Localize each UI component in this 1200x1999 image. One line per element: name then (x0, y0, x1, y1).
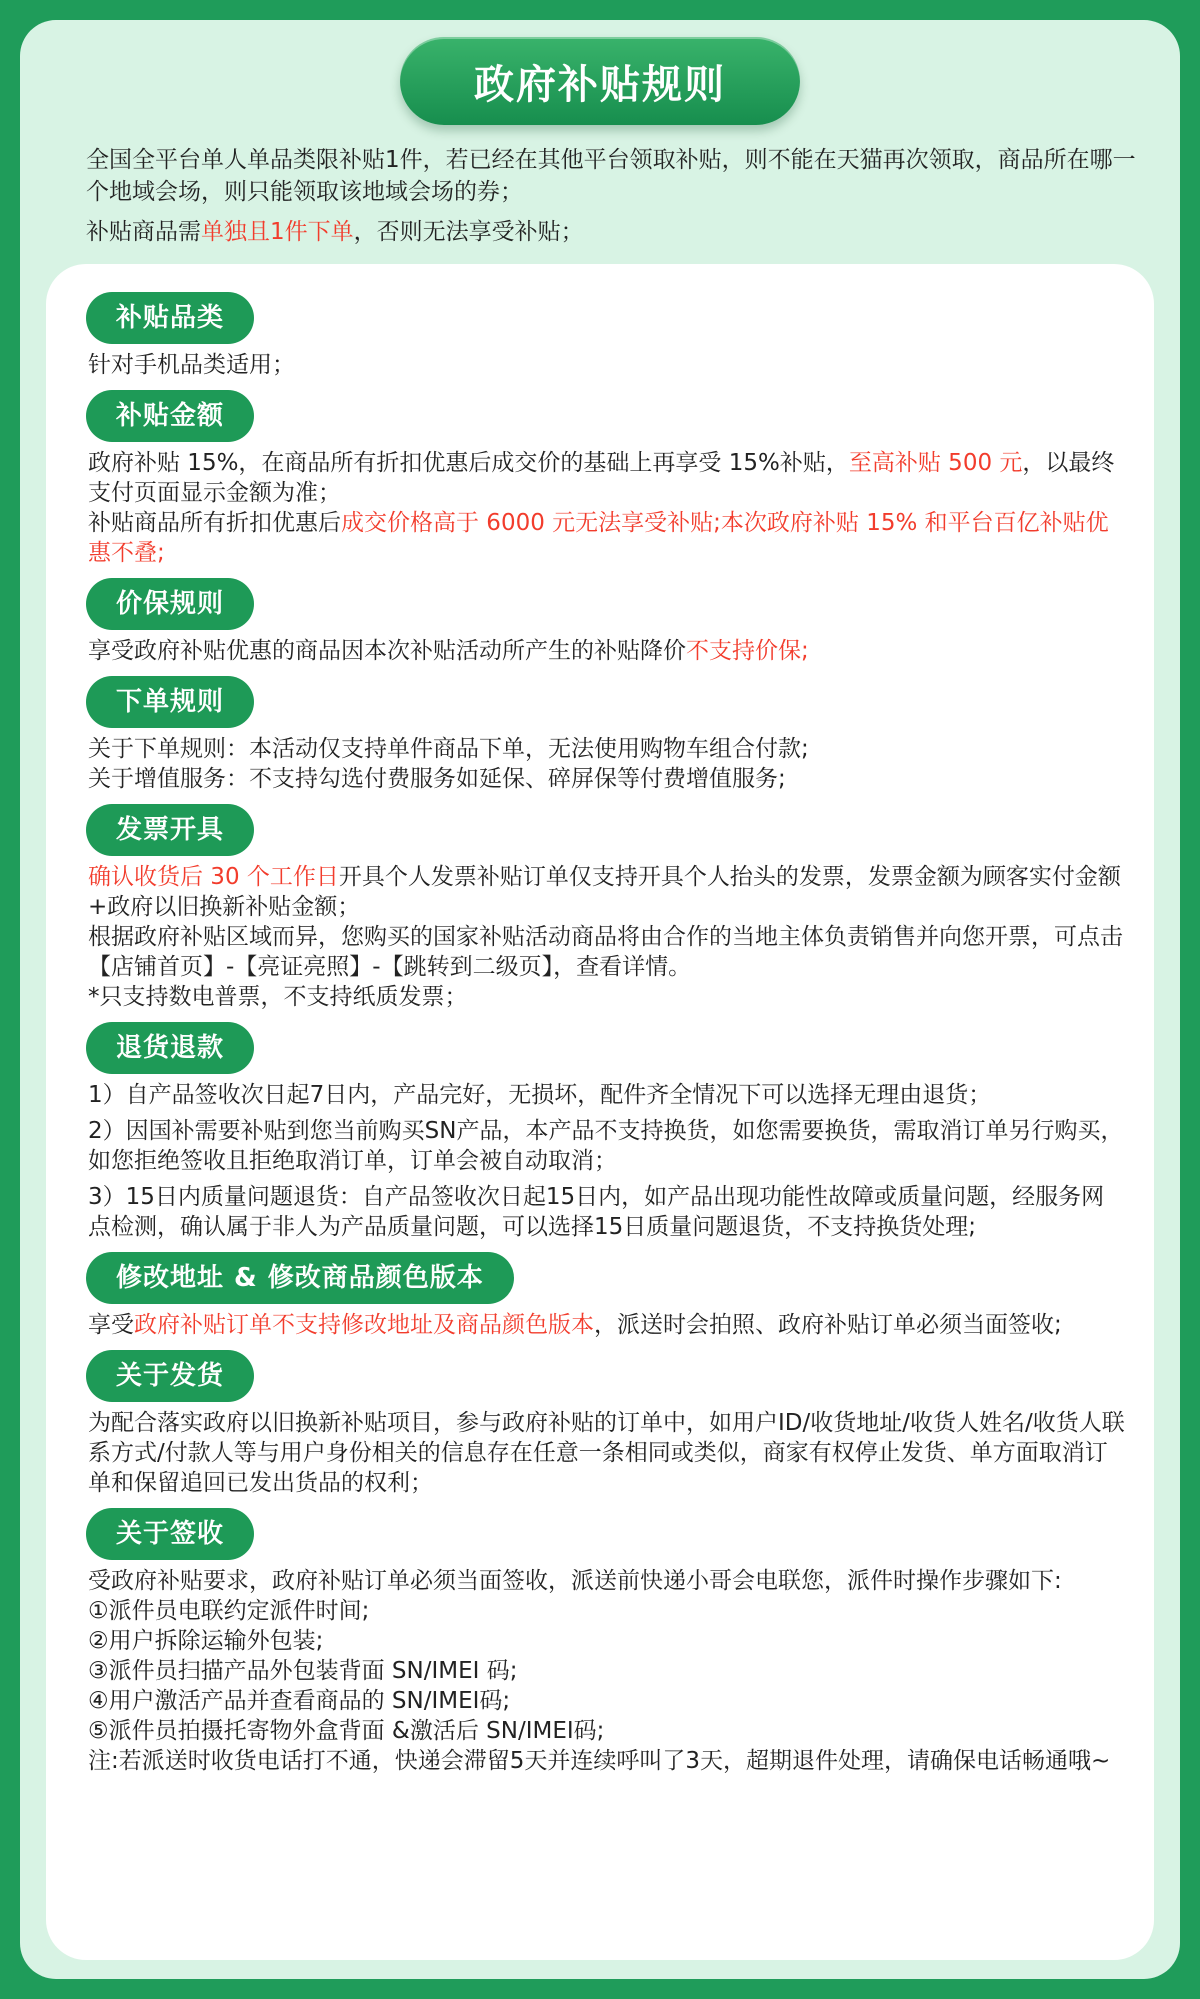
section-title-amount: 补贴金额 (86, 390, 254, 442)
section-title-category: 补贴品类 (86, 292, 254, 344)
intro-line-1: 全国全平台单人单品类限补贴1件，若已经在其他平台领取补贴，则不能在天猫再次领取，商品所在哪一个地域会场，则只能领取该地域会场的券； (86, 147, 1136, 205)
order-text-2: 关于增值服务：不支持勾选付费服务如延保、碎屏保等付费增值服务; (88, 766, 786, 792)
receipt-step-5: ⑤派件员拍摄托寄物外盒背面 &激活后 SN/IMEI码; (88, 1718, 605, 1744)
amount-text-2 (88, 508, 1126, 568)
section-body-shipping (88, 1408, 1126, 1498)
intro-line-2-pre: 补贴商品需 (86, 219, 201, 245)
refund-text-3: 3）15日内质量问题退货：自产品签收次日起15日内，如产品出现功能性故障或质量问题，经服务网点检测，确认属于非人为产品质量问题，可以选择15日质量问题退货，不支持换货处理; (88, 1184, 1105, 1240)
intro-line-2-post: ，否则无法享受补贴； (353, 219, 584, 245)
modify-text-pre: 享受 (88, 1312, 134, 1338)
receipt-text: 受政府补贴要求，政府补贴订单必须当面签收，派送前快递小哥会电联您，派件时操作步骤如下: (88, 1568, 1062, 1594)
receipt-step-3: ③派件员扫描产品外包装背面 SN/IMEI 码; (88, 1658, 518, 1684)
section-body-receipt (88, 1566, 1126, 1776)
section-body-invoice (88, 862, 1126, 1012)
invoice-text-1-post: 开具个人发票补贴订单仅支持开具个人抬头的发票，发票金额为顾客实付金额+政府以旧换新补贴金额； (88, 864, 1121, 920)
section-title-shipping: 关于发货 (86, 1350, 254, 1402)
section-title-order: 下单规则 (86, 676, 254, 728)
section-body-modify (88, 1310, 1126, 1340)
receipt-step-2: ②用户拆除运输外包装; (88, 1628, 324, 1654)
receipt-note: 注:若派送时收货电话打不通，快递会滞留5天并连续呼叫了3天，超期退件处理，请确保电话畅通哦~ (88, 1748, 1111, 1774)
section-body-refund (88, 1080, 1126, 1242)
modify-text (88, 1310, 1126, 1340)
section-title-modify: 修改地址 & 修改商品颜色版本 (86, 1252, 514, 1304)
price-protect-pre: 享受政府补贴优惠的商品因本次补贴活动所产生的补贴降价 (88, 638, 686, 664)
refund-text-2: 2）因国补需要补贴到您当前购买SN产品，本产品不支持换货，如您需要换货，需取消订单另行购买，如您拒绝签收且拒绝取消订单，订单会被自动取消； (88, 1118, 1124, 1174)
invoice-text-1 (88, 862, 1126, 922)
receipt-step-1: ①派件员电联约定派件时间; (88, 1598, 370, 1624)
amount-text-1-highlight: 至高补贴 500 元 (848, 450, 1023, 476)
amount-text-2-pre: 补贴商品所有折扣优惠后 (88, 510, 341, 536)
rules-card (46, 264, 1154, 1960)
intro-line-2 (86, 216, 1136, 248)
category-text: 针对手机品类适用； (88, 352, 295, 378)
receipt-step-4: ④用户激活产品并查看商品的 SN/IMEI码; (88, 1688, 511, 1714)
page-title: 政府补贴规则 (400, 37, 800, 125)
modify-text-post: ，派送时会拍照、政府补贴订单必须当面签收; (594, 1312, 1062, 1338)
shipping-text: 为配合落实政府以旧换新补贴项目，参与政府补贴的订单中，如用户ID/收货地址/收货人姓名/收货人联系方式/付款人等与用户身份相关的信息存在任意一条相同或类似，商家有权停止发货、单方面取消订单和保留追回已发出货品的权利； (88, 1410, 1125, 1496)
intro-block (86, 144, 1136, 256)
invoice-text-3: *只支持数电普票，不支持纸质发票； (88, 984, 468, 1010)
section-title-invoice: 发票开具 (86, 804, 254, 856)
section-title-refund: 退货退款 (86, 1022, 254, 1074)
rules-content (86, 292, 1126, 1786)
price-protect-highlight: 不支持价保; (686, 638, 809, 664)
section-title-price-protect: 价保规则 (86, 578, 254, 630)
modify-text-highlight: 政府补贴订单不支持修改地址及商品颜色版本 (134, 1312, 594, 1338)
amount-text-2-highlight: 成交价格高于 6000 元无法享受补贴;本次政府补贴 15% 和平台百亿补贴优惠不叠; (88, 510, 1109, 566)
intro-line-2-highlight: 单独且1件下单 (201, 219, 354, 245)
amount-text-1-pre: 政府补贴 15%，在商品所有折扣优惠后成交价的基础上再享受 15%补贴， (88, 450, 849, 476)
section-body-price-protect (88, 636, 1126, 666)
section-body-category (88, 350, 1126, 380)
order-text-1: 关于下单规则：本活动仅支持单件商品下单，无法使用购物车组合付款; (88, 736, 809, 762)
amount-text-1 (88, 448, 1126, 508)
price-protect-text (88, 636, 1126, 666)
invoice-text-1-highlight: 确认收货后 30 个工作日 (88, 864, 339, 890)
refund-text-1: 1）自产品签收次日起7日内，产品完好，无损坏，配件齐全情况下可以选择无理由退货； (88, 1082, 992, 1108)
section-body-amount (88, 448, 1126, 568)
amount-text-1-post: ，以最终支付页面显示金额为准； (88, 450, 1115, 506)
section-body-order (88, 734, 1126, 794)
invoice-text-2: 根据政府补贴区域而异，您购买的国家补贴活动商品将由合作的当地主体负责销售并向您开票，可点击【店铺首页】-【亮证亮照】-【跳转到二级页】，查看详情。 (88, 924, 1123, 980)
section-title-receipt: 关于签收 (86, 1508, 254, 1560)
